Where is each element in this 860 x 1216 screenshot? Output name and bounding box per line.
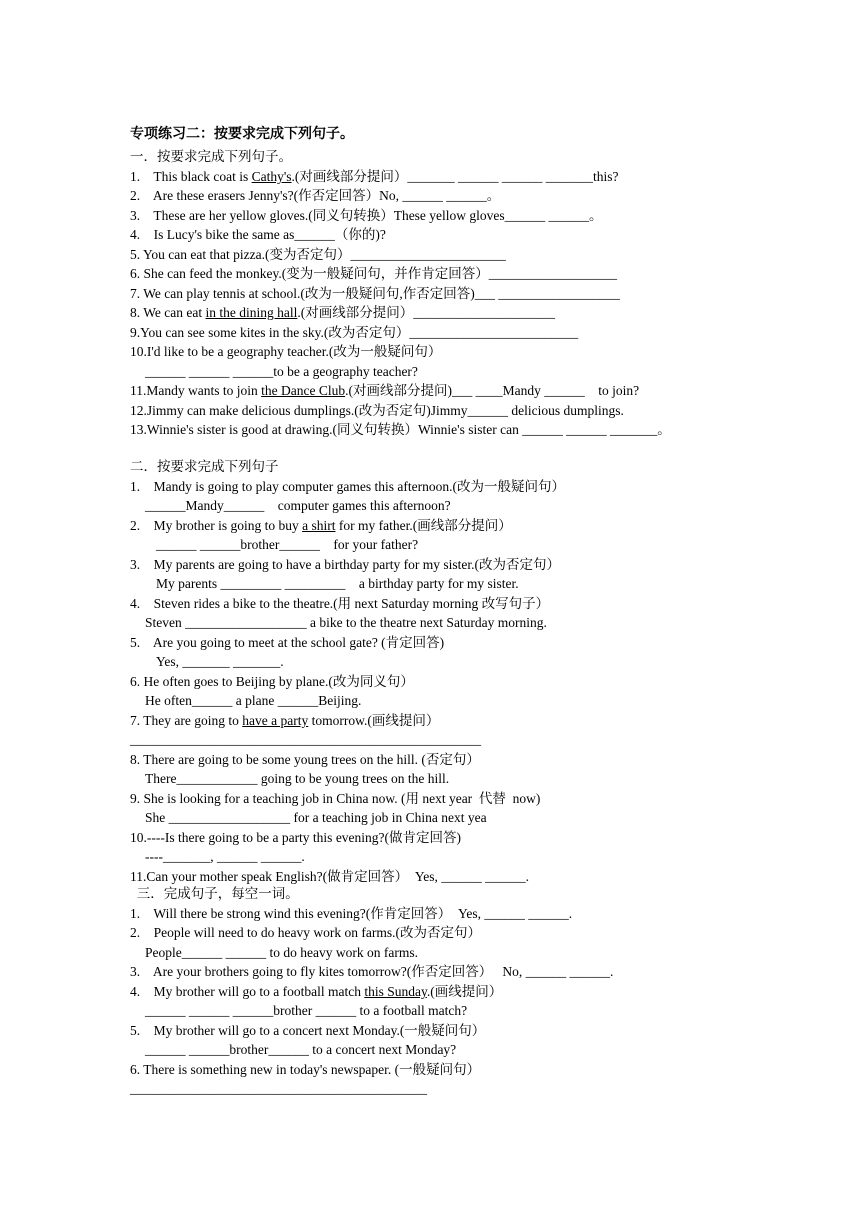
exercise-text: 9.You can see some kites in the sky.(改为否定句）_________________________: [130, 325, 579, 340]
exercise-text: 6. She can feed the monkey.(变为一般疑问句，并作肯定回答）___________________: [130, 266, 617, 281]
exercise-line: [130, 304, 555, 322]
page-title: 专项练习二：按要求完成下列句子。: [130, 127, 354, 142]
exercise-line: [130, 168, 619, 186]
exercise-text: 6. He often goes to Beijing by plane.(改为同义句）: [130, 674, 414, 689]
section-heading: 三．完成句子，每空一词。: [130, 886, 299, 901]
exercise-line: [145, 1041, 456, 1059]
exercise-text: tomorrow.(画线提问）: [308, 713, 440, 728]
exercise-text: ______ ______brother______ for your father?: [156, 537, 419, 552]
exercise-line: [156, 536, 418, 554]
exercise-text: .(对画线部分提问）_______ ______ ______ _______this?: [291, 169, 619, 184]
exercise-line: [156, 653, 284, 671]
section-heading: 一．按要求完成下列句子。: [130, 149, 292, 164]
exercise-text: .(对画线部分提问）_____________________: [297, 305, 556, 320]
exercise-text: 7. We can play tennis at school.(改为一般疑问句,作否定回答)___ __________________: [130, 286, 620, 301]
exercise-text: 7. They are going to: [130, 713, 243, 728]
exercise-line: [145, 770, 449, 788]
underlined-phrase: have a party: [242, 713, 309, 728]
exercise-text: Steven __________________ a bike to the theatre next Saturday morning.: [145, 615, 547, 630]
exercise-line: [130, 924, 481, 942]
exercise-text: 3. These are her yellow gloves.(同义句转换）These yellow gloves______ ______。: [130, 208, 603, 223]
exercise-text: 8. There are going to be some young trees on the hill. (否定句）: [130, 752, 480, 767]
exercise-line: [130, 1022, 485, 1040]
exercise-text: My parents _________ _________ a birthday party for my sister.: [156, 576, 519, 591]
exercise-text: ______ ______ ______to be a geography teacher?: [145, 364, 418, 379]
exercise-text: 11.Mandy wants to join: [130, 383, 262, 398]
exercise-text: ______Mandy______ computer games this afternoon?: [145, 498, 451, 513]
underlined-phrase: in the dining hall: [205, 305, 298, 320]
exercise-line: [130, 595, 549, 613]
exercise-line: [145, 497, 451, 515]
exercise-line: [145, 692, 361, 710]
exercise-line: [130, 285, 620, 303]
exercise-line: [130, 343, 441, 361]
exercise-line: [130, 246, 506, 264]
exercise-text: He often______ a plane ______Beijing.: [145, 693, 362, 708]
exercise-text: 10.I'd like to be a geography teacher.(改为一般疑问句）: [130, 344, 442, 359]
exercise-text: 4. Steven rides a bike to the theatre.(用 next Saturday morning 改写句子）: [130, 596, 550, 611]
exercise-text: .(对画线部分提问)___ ____Mandy ______ to join?: [345, 383, 640, 398]
exercise-text: 9. She is looking for a teaching job in China now. (用 next year 代替 now): [130, 791, 541, 806]
exercise-line: [130, 905, 572, 923]
exercise-line: [130, 226, 386, 244]
exercise-line: [145, 848, 305, 866]
exercise-line: [130, 712, 439, 730]
exercise-line: [130, 402, 624, 420]
exercise-text: 10.----Is there going to be a party this evening?(做肯定回答): [130, 830, 462, 845]
exercise-line: [130, 421, 671, 439]
exercise-text: 8. We can eat: [130, 305, 206, 320]
exercise-line: [130, 983, 502, 1001]
exercise-text: People______ ______ to do heavy work on farms.: [145, 945, 418, 960]
exercise-line: [130, 790, 540, 808]
exercise-line: [145, 944, 418, 962]
exercise-line: [145, 809, 487, 827]
exercise-text: ____________________________________________: [130, 1081, 427, 1096]
exercise-text: 4. Is Lucy's bike the same as______（你的)?: [130, 227, 386, 242]
exercise-text: 1. This black coat is: [130, 169, 252, 184]
exercise-line: [130, 207, 603, 225]
exercise-text: 6. There is something new in today's newspaper. (一般疑问句）: [130, 1062, 481, 1077]
underlined-phrase: this Sunday: [364, 984, 427, 999]
exercise-line: [130, 731, 481, 749]
exercise-text: ____________________________________________________: [130, 732, 481, 747]
section-heading: 二．按要求完成下列句子: [130, 459, 279, 474]
exercise-line: [145, 614, 547, 632]
underlined-phrase: Cathy's: [251, 169, 292, 184]
exercise-line: [130, 634, 444, 652]
exercise-text: ______ ______brother______ to a concert next Monday?: [145, 1042, 457, 1057]
exercise-text: Yes, _______ _______.: [156, 654, 284, 669]
exercise-line: [130, 1080, 427, 1098]
exercise-text: 11.Can your mother speak English?(做肯定回答） Yes, ______ ______.: [130, 869, 529, 884]
exercise-line: [130, 673, 414, 691]
underlined-phrase: the Dance Club: [261, 383, 346, 398]
exercise-text: She __________________ for a teaching job in China next yea: [145, 810, 487, 825]
exercise-line: [130, 265, 617, 283]
exercise-text: 1. Mandy is going to play computer games this afternoon.(改为一般疑问句）: [130, 479, 565, 494]
exercise-line: [130, 187, 500, 205]
exercise-text: for my father.(画线部分提问）: [335, 518, 512, 533]
exercise-line: [130, 382, 639, 400]
exercise-text: 2. Are these erasers Jenny's?(作否定回答）No, ______ ______。: [130, 188, 501, 203]
exercise-text: ______ ______ ______brother ______ to a football match?: [145, 1003, 468, 1018]
exercise-text: 13.Winnie's sister is good at drawing.(同义句转换）Winnie's sister can ______ ______ _______。: [130, 422, 671, 437]
exercise-line: [130, 963, 613, 981]
exercise-text: There____________ going to be young trees on the hill.: [145, 771, 450, 786]
exercise-line: [130, 1061, 480, 1079]
exercise-line: [130, 478, 565, 496]
exercise-text: 5. My brother will go to a concert next Monday.(一般疑问句）: [130, 1023, 486, 1038]
exercise-line: [130, 556, 560, 574]
exercise-text: 5. Are you going to meet at the school gate? (肯定回答): [130, 635, 445, 650]
exercise-line: [130, 517, 512, 535]
exercise-line: [145, 363, 418, 381]
exercise-line: [156, 575, 519, 593]
underlined-phrase: a shirt: [302, 518, 336, 533]
exercise-line: [130, 751, 480, 769]
exercise-line: [130, 324, 578, 342]
exercise-text: 1. Will there be strong wind this evening?(作肯定回答） Yes, ______ ______.: [130, 906, 573, 921]
exercise-text: 2. People will need to do heavy work on farms.(改为否定句）: [130, 925, 481, 940]
exercise-text: 3. Are your brothers going to fly kites tomorrow?(作否定回答） No, ______ ______.: [130, 964, 614, 979]
exercise-text: 5. You can eat that pizza.(变为否定句）_______________________: [130, 247, 506, 262]
exercise-text: 4. My brother will go to a football match: [130, 984, 365, 999]
exercise-text: 3. My parents are going to have a birthday party for my sister.(改为否定句）: [130, 557, 561, 572]
exercise-text: 12.Jimmy can make delicious dumplings.(改为否定句)Jimmy______ delicious dumplings.: [130, 403, 624, 418]
exercise-text: .(画线提问）: [426, 984, 503, 999]
exercise-text: 2. My brother is going to buy: [130, 518, 303, 533]
exercise-line: [130, 829, 461, 847]
exercise-text: ----_______, ______ ______.: [145, 849, 305, 864]
exercise-line: [130, 868, 529, 886]
exercise-line: [145, 1002, 467, 1020]
